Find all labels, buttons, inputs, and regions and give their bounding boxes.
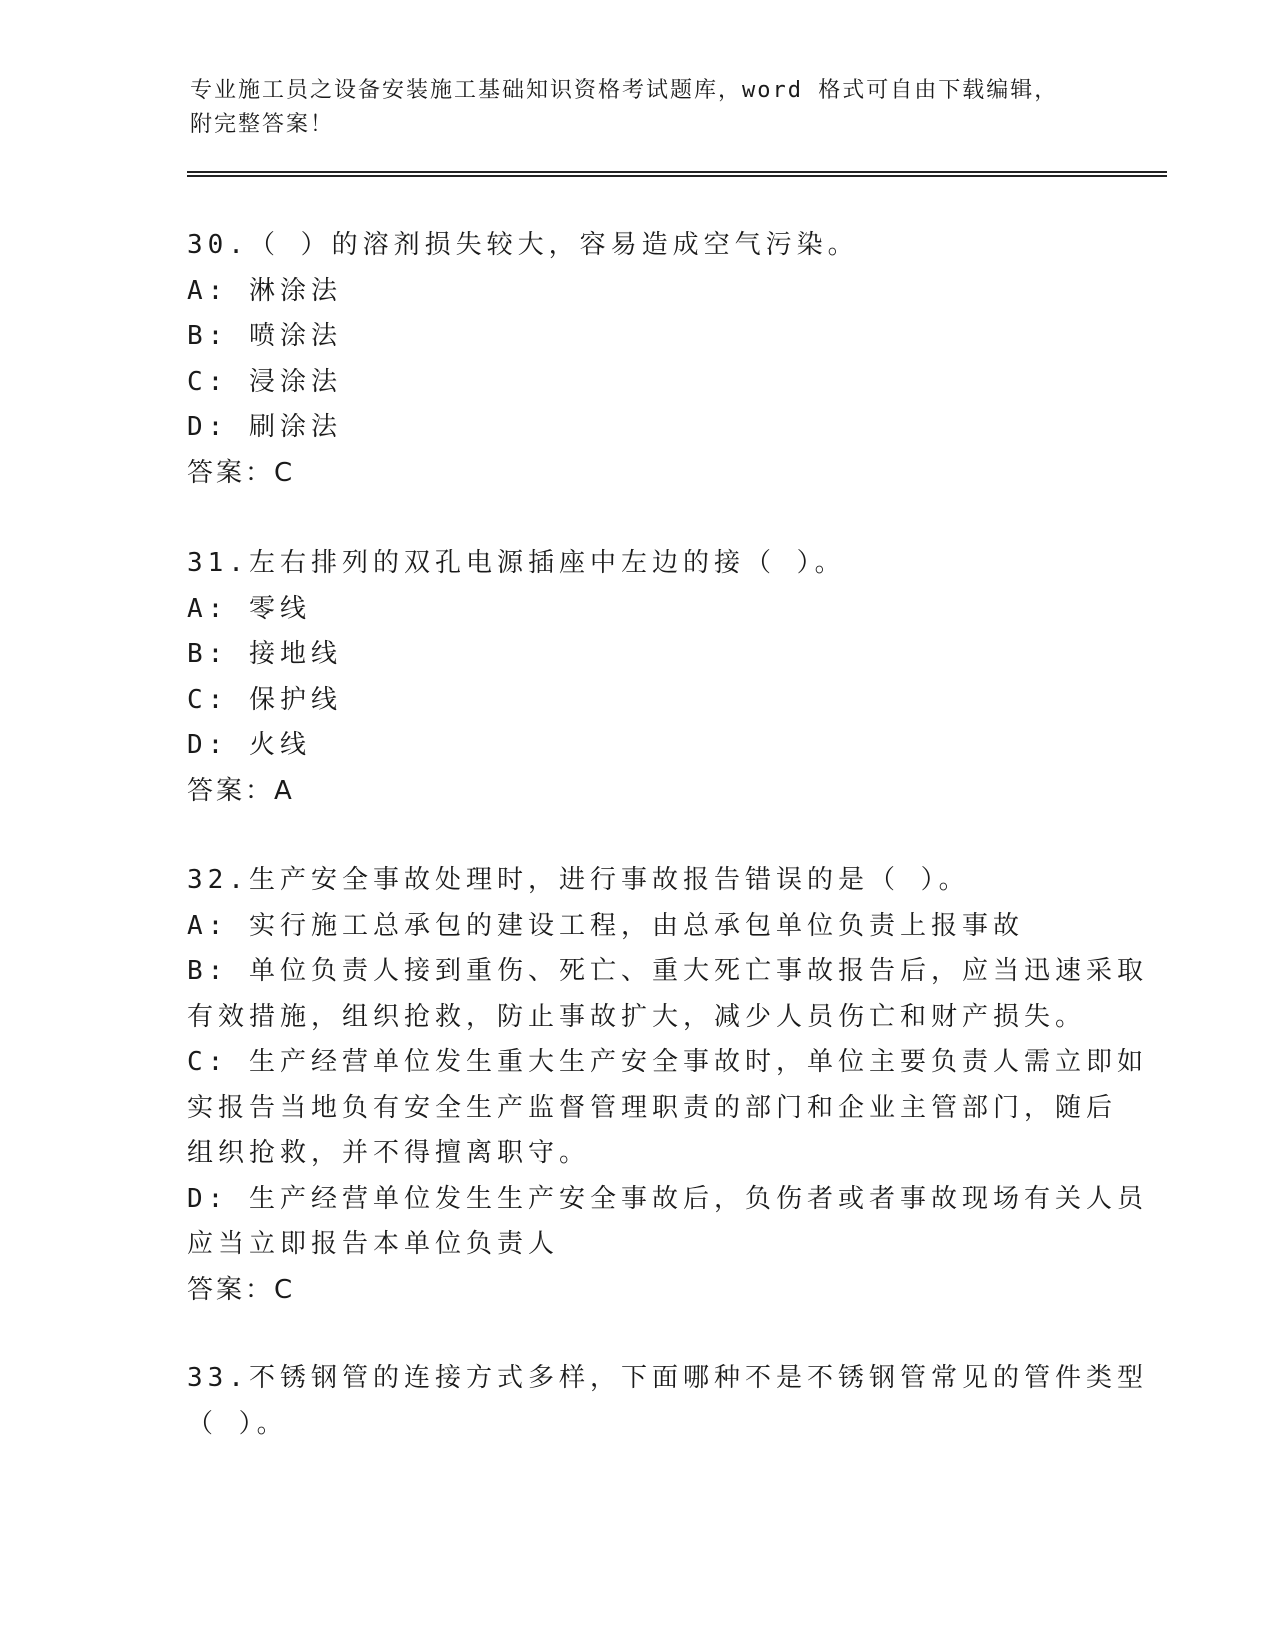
option-b: B: 喷涂法 [187, 321, 342, 351]
option-b: B: 接地线 [187, 639, 342, 669]
header-rule-top [187, 171, 1167, 173]
option-a: A: 零线 [187, 593, 311, 624]
answer: 答案：C [187, 1274, 296, 1305]
option-c-line-1: C: 生产经营单位发生重大生产安全事故时，单位主要负责人需立即如 [187, 1047, 1148, 1077]
question-stem-line-1: 33.不锈钢管的连接方式多样，下面哪种不是不锈钢管常见的管件类型 [187, 1363, 1148, 1393]
question-32 [187, 858, 1148, 1313]
question-33 [187, 1356, 1148, 1447]
question-stem: 31.左右排列的双孔电源插座中左边的接（ ）。 [187, 548, 846, 578]
option-c-line-2: 实报告当地负有安全生产监督管理职责的部门和企业主管部门，随后 [187, 1092, 1118, 1123]
option-c: C: 浸涂法 [187, 366, 342, 397]
answer: 答案：A [187, 775, 295, 806]
question-30 [187, 223, 1087, 496]
header-line-2: 附完整答案！ [190, 112, 335, 137]
option-d-line-2: 应当立即报告本单位负责人 [187, 1229, 560, 1259]
question-stem: 30.（ ）的溶剂损失较大，容易造成空气污染。 [187, 230, 859, 260]
option-d-line-1: D: 生产经营单位发生生产安全事故后，负伤者或者事故现场有关人员 [187, 1183, 1148, 1214]
option-d: D: 火线 [187, 730, 311, 760]
document-header [190, 74, 1090, 142]
question-stem-line-2: （ ）。 [187, 1408, 288, 1439]
option-a: A: 实行施工总承包的建设工程，由总承包单位负责上报事故 [187, 910, 1024, 941]
option-c-line-3: 组织抢救，并不得擅离职守。 [187, 1138, 591, 1168]
answer: 答案：C [187, 457, 296, 488]
question-31 [187, 541, 1087, 814]
option-c: C: 保护线 [187, 684, 342, 715]
option-a: A: 淋涂法 [187, 275, 342, 306]
option-b-line-1: B: 单位负责人接到重伤、死亡、重大死亡事故报告后，应当迅速采取 [187, 956, 1148, 986]
header-line-1: 专业施工员之设备安装施工基础知识资格考试题库，word 格式可自由下载编辑， [190, 78, 1059, 103]
question-stem: 32.生产安全事故处理时，进行事故报告错误的是（ ）。 [187, 865, 970, 895]
header-rule-bottom [187, 175, 1167, 177]
option-d: D: 刷涂法 [187, 412, 342, 442]
option-b-line-2: 有效措施，组织抢救，防止事故扩大，减少人员伤亡和财产损失。 [187, 1001, 1087, 1032]
